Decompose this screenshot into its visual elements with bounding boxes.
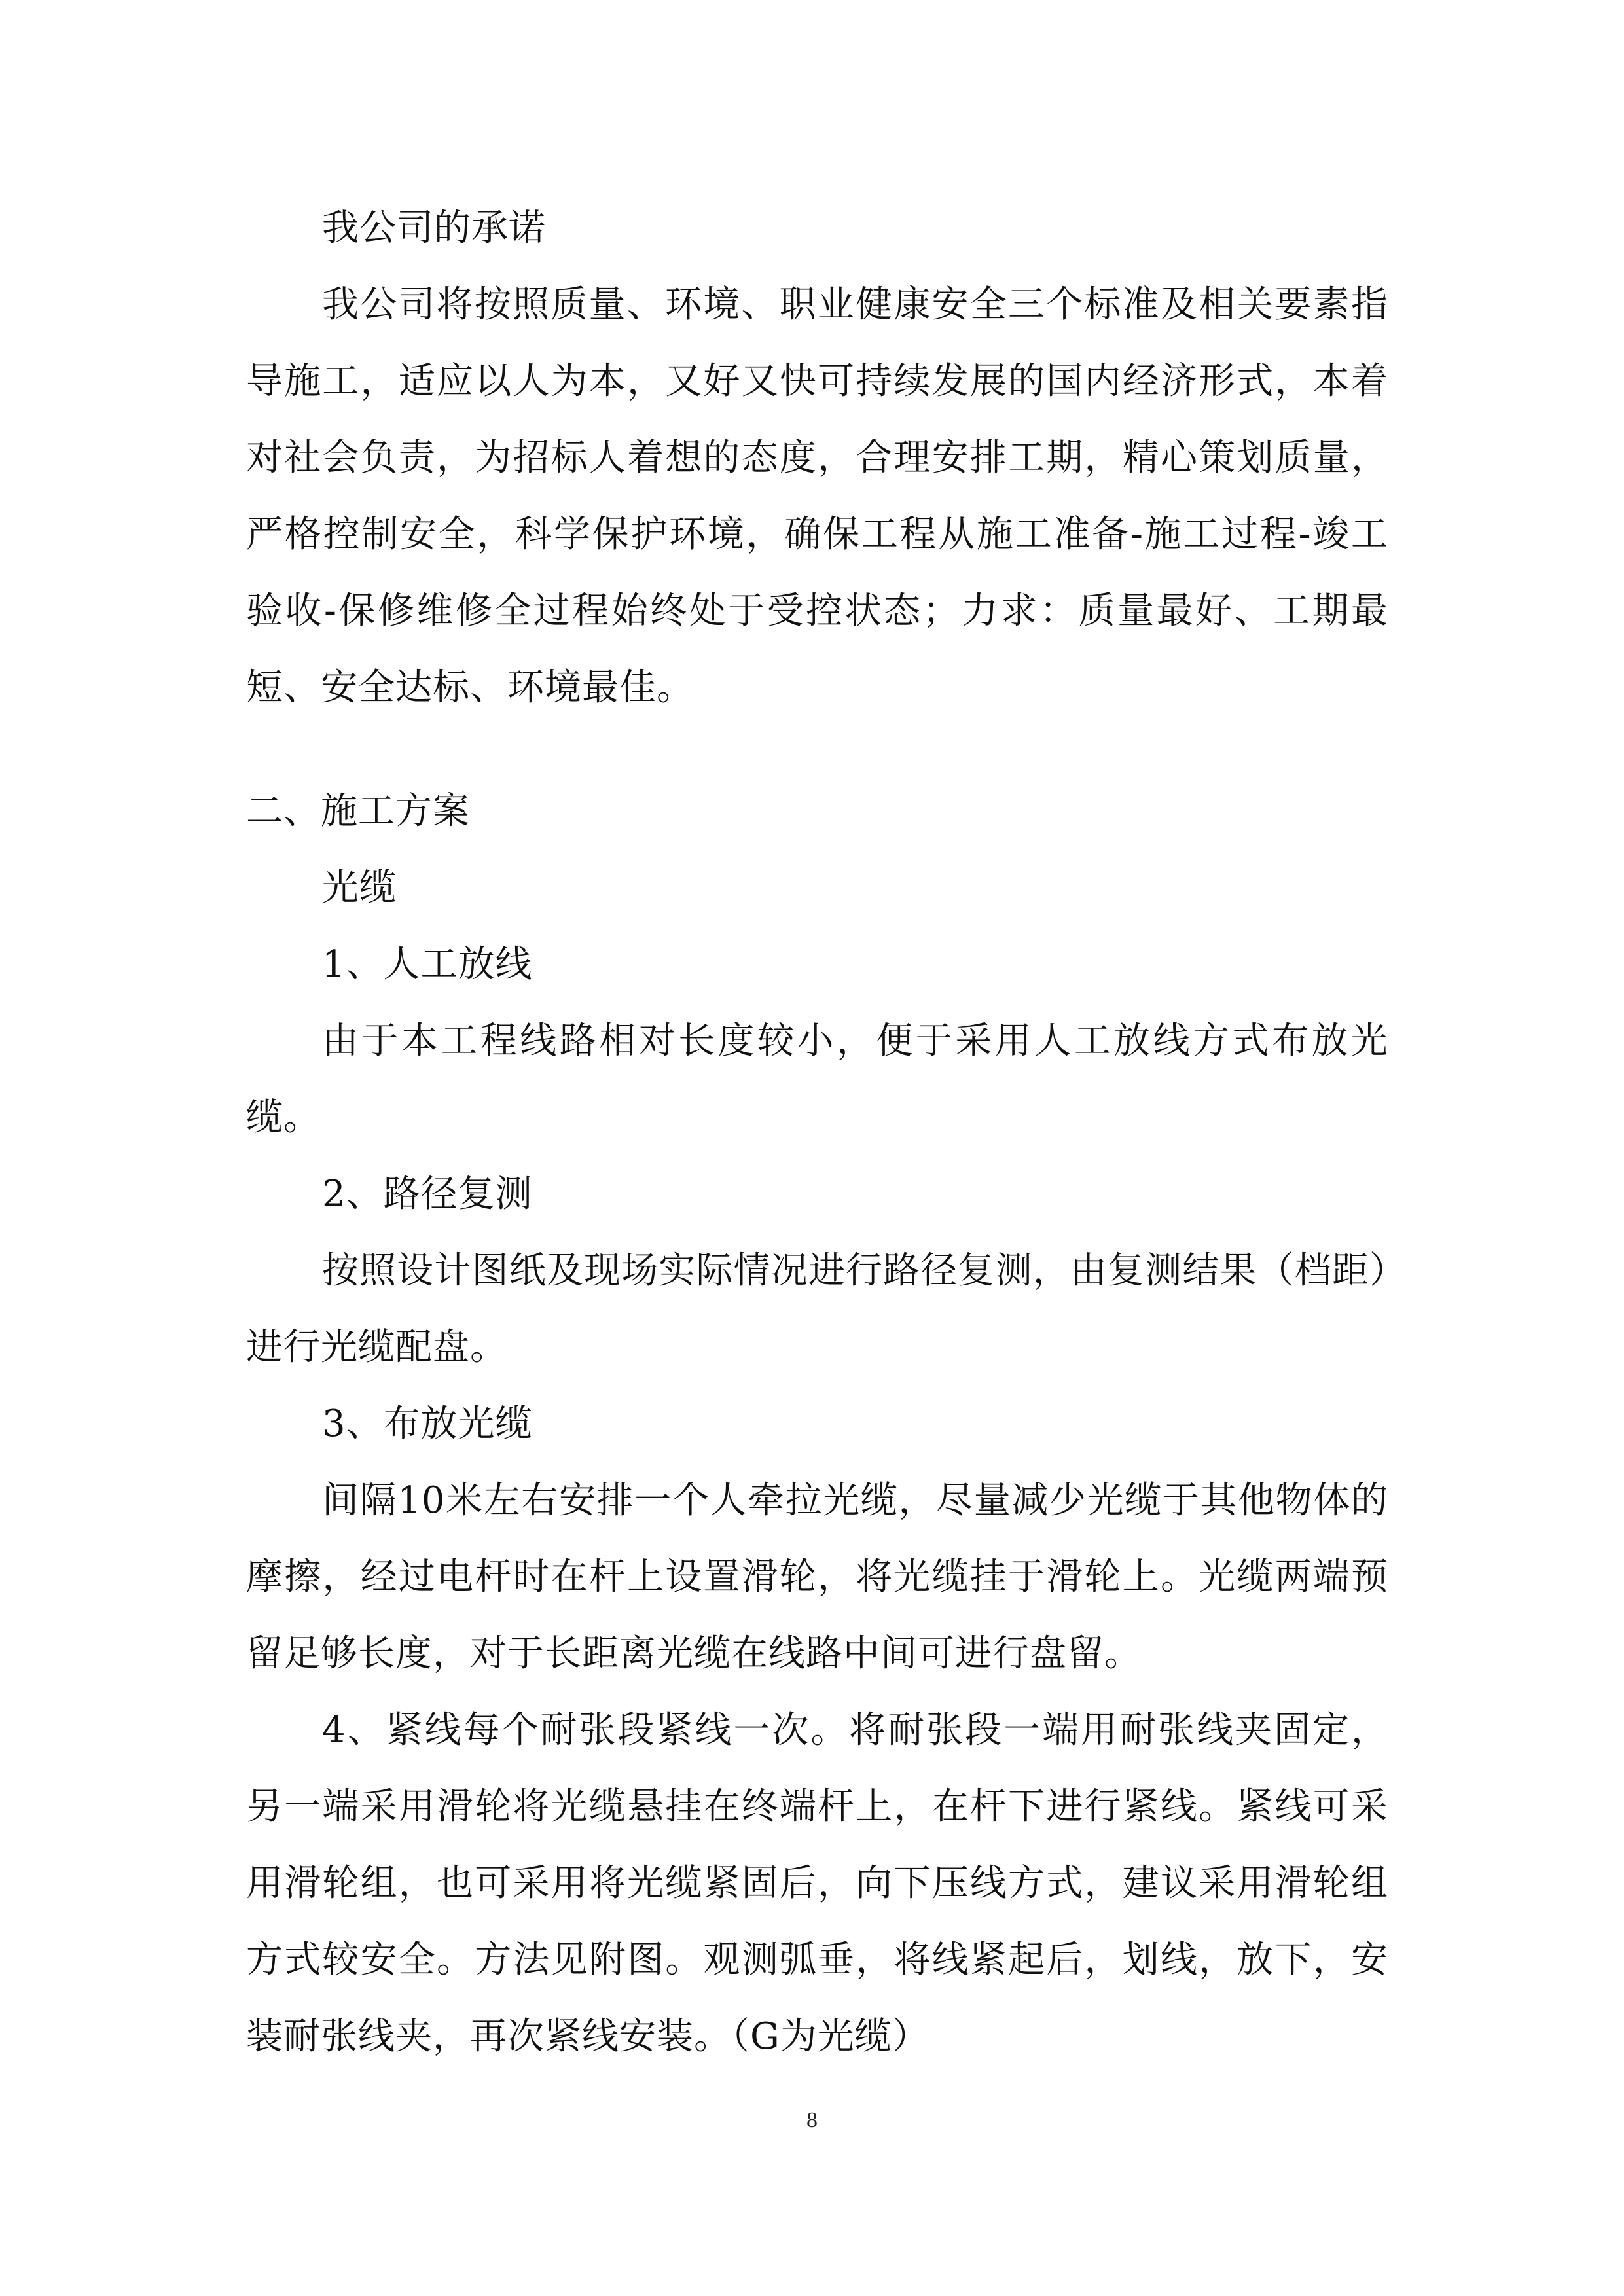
step-title-3: 3、布放光缆 (322, 1403, 533, 1445)
commitment-title: 我公司的承诺 (322, 207, 546, 249)
section-subheading: 光缆 (322, 867, 397, 909)
step-title-2: 2、路径复测 (322, 1173, 533, 1215)
section-gap (246, 726, 1388, 773)
step-body-3: 间隔10米左右安排一个人牵拉光缆，尽量减少光缆于其他物体的摩擦，经过电杆时在杆上设置滑轮，将光缆挂于滑轮上。光缆两端预留足够长度，对于长距离光缆在线路中间可进行盘留。 (246, 1479, 1388, 1675)
step-title-1: 1、人工放线 (322, 943, 533, 986)
step-4-paragraph: 4、紧线每个耐张段紧线一次。将耐张段一端用耐张线夹固定，另一端采用滑轮将光缆悬挂在终端杆上，在杆下进行紧线。紧线可采用滑轮组，也可采用将光缆紧固后，向下压线方式，建议采用滑轮组方式较安全。方法见附图。观测弧垂，将线紧起后，划线，放下，安装耐张线夹，再次紧线安装。（G为光缆） (246, 1709, 1388, 2058)
page-content (246, 190, 1388, 2075)
commitment-paragraph: 我公司将按照质量、环境、职业健康安全三个标准及相关要素指导施工，适应以人为本，又好又快可持续发展的国内经济形式，本着对社会负责，为招标人着想的态度，合理安排工期，精心策划质量，严格控制安全，科学保护环境，确保工程从施工准备-施工过程-竣工验收-保修维修全过程始终处于受控状态；力求：质量最好、工期最短、安全达标、环境最佳。 (246, 283, 1388, 709)
section-heading: 二、施工方案 (246, 790, 470, 833)
page-number: 8 (806, 2108, 818, 2132)
step-body-1: 由于本工程线路相对长度较小，便于采用人工放线方式布放光缆。 (246, 1020, 1388, 1139)
step-body-2: 按照设计图纸及现场实际情况进行路径复测，由复测结果（档距）进行光缆配盘。 (246, 1249, 1388, 1369)
